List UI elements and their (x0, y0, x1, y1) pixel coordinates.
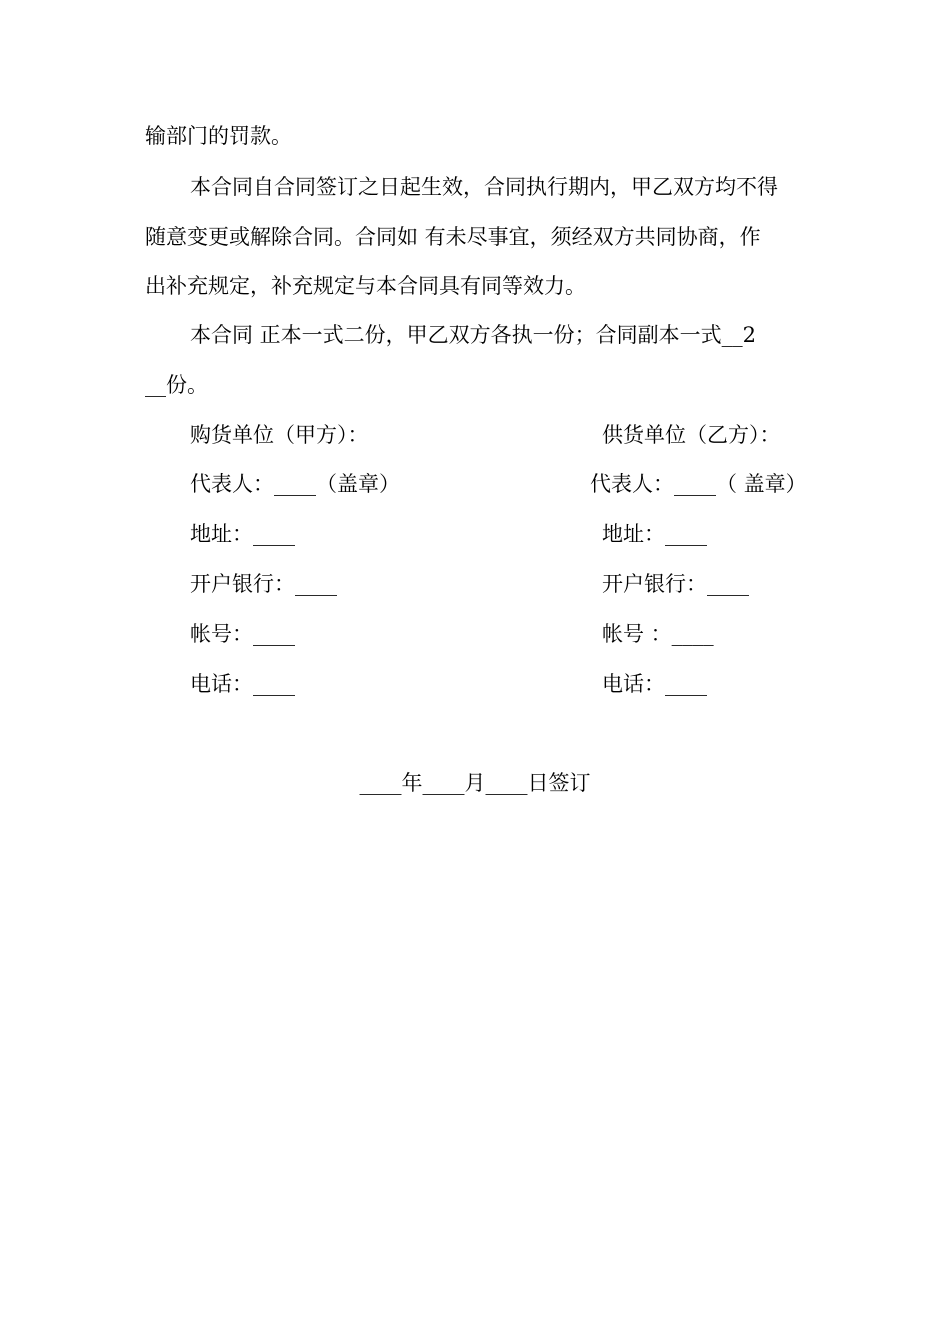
party-a-bank: 开户银行：____ (190, 572, 337, 596)
party-a-address: 地址：____ (190, 522, 295, 546)
party-b-bank: 开户银行：____ (602, 572, 749, 596)
paragraph-line: 出补充规定，补充规定与本合同具有同等效力。 (145, 274, 586, 298)
paragraph-line: 输部门的罚款。 (145, 124, 292, 148)
signing-date: ____年____月____日签订 (359, 771, 591, 795)
party-b-phone: 电话：____ (602, 672, 707, 696)
party-b-account: 帐号 ：____ (602, 622, 714, 646)
paragraph-line: 本合同 正本一式二份，甲乙双方各执一份；合同副本一式__2 (190, 323, 757, 347)
party-b-representative: 代表人：____（ 盖章） (590, 472, 807, 496)
party-b-address: 地址：____ (602, 522, 707, 546)
paragraph-line: 随意变更或解除合同。合同如 有未尽事宜，须经双方共同协商，作 (145, 225, 761, 249)
paragraph-line: __份。 (145, 373, 208, 397)
party-b-unit: 供货单位（乙方）： (602, 423, 781, 447)
paragraph-line: 本合同自合同签订之日起生效，合同执行期内，甲乙双方均不得 (190, 175, 778, 199)
party-a-representative: 代表人：____（盖章） (190, 472, 400, 496)
party-a-phone: 电话：____ (190, 672, 295, 696)
party-a-account: 帐号：____ (190, 622, 295, 646)
party-a-unit: 购货单位（甲方）： (190, 423, 369, 447)
